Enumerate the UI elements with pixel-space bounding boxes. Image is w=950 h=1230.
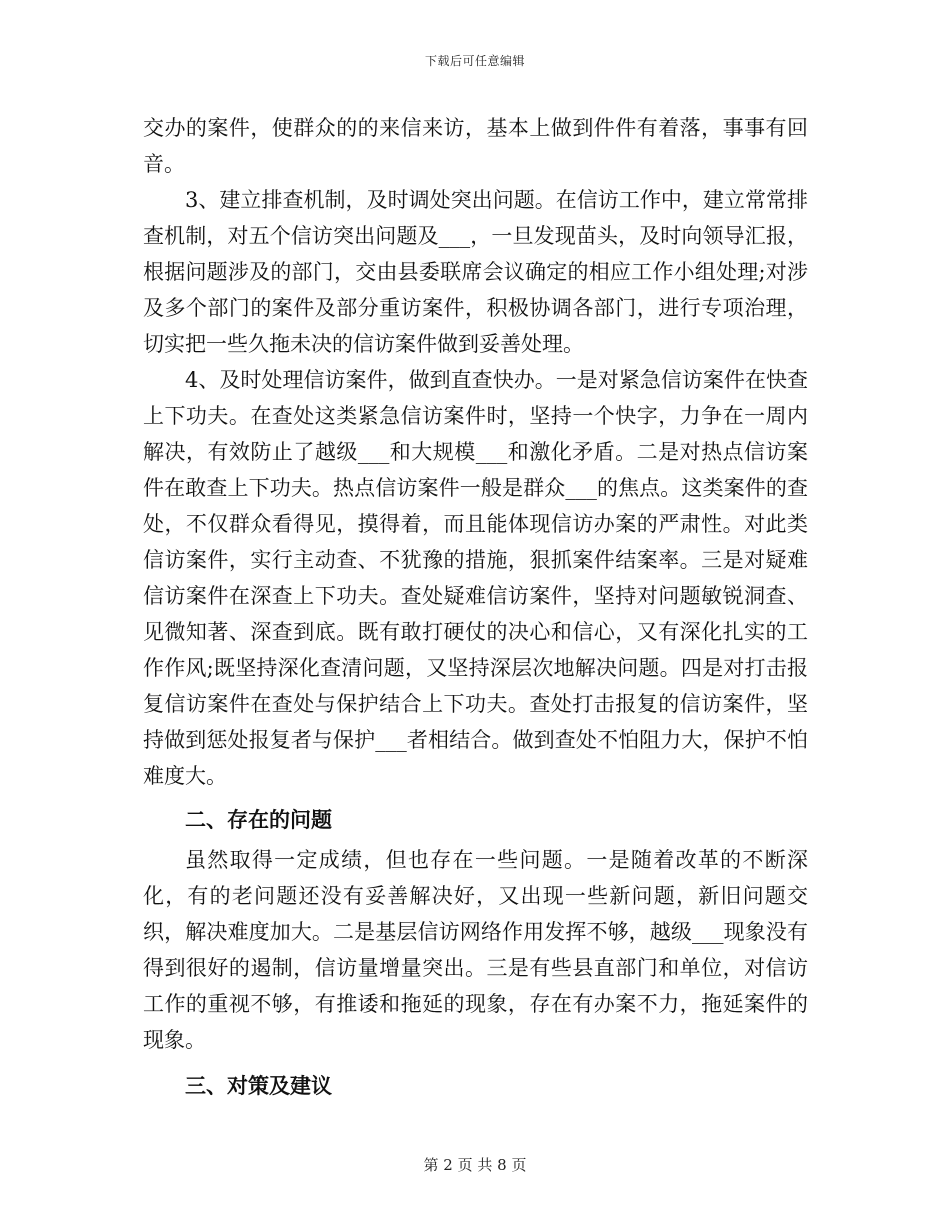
paragraph-continuation: 交办的案件，使群众的的来信来访，基本上做到件件有着落，事事有回音。 — [143, 116, 808, 176]
paragraph-item-3: 3、建立排查机制，及时调处突出问题。在信访工作中，建立常常排查机制，对五个信访突出问题及___，一旦发现苗头，及时向领导汇报，根据问题涉及的部门，交由县委联席会议确定的相应工作小组处理;对涉及多个部门的案件及部分重访案件，积极协调各部门，进行专项治理，切实把一些久拖未决的信访案件做到妥善处理。 — [143, 188, 808, 356]
section-heading-suggestions: 三、对策及建议 — [185, 1073, 332, 1098]
page-header: 下载后可任意编辑 — [424, 54, 525, 68]
paragraph-problems: 虽然取得一定成绩，但也存在一些问题。一是随着改革的不断深化，有的老问题还没有妥善解决好，又出现一些新问题，新旧问题交织，解决难度加大。二是基层信访网络作用发挥不够，越级___现象没有得到很好的遏制，信访量增量突出。三是有些县直部门和单位，对信访工作的重视不够，有推诿和拖延的现象，存在有办案不力，拖延案件的现象。 — [143, 848, 808, 1052]
document-body — [143, 110, 808, 1108]
paragraph-item-4: 4、及时处理信访案件，做到直查快办。一是对紧急信访案件在快查上下功夫。在查处这类紧急信访案件时，坚持一个快字，力争在一周内解决，有效防止了越级___和大规模___和激化矛盾。二是对热点信访案件在敢查上下功夫。热点信访案件一般是群众___的焦点。这类案件的查处，不仅群众看得见，摸得着，而且能体现信访办案的严肃性。对此类信访案件，实行主动查、不犹豫的措施，狠抓案件结案率。三是对疑难信访案件在深查上下功夫。查处疑难信访案件，坚持对问题敏锐洞查、见微知著、深查到底。既有敢打硬仗的决心和信心，又有深化扎实的工作作风;既坚持深化查清问题，又坚持深层次地解决问题。四是对打击报复信访案件在查处与保护结合上下功夫。查处打击报复的信访案件，坚持做到惩处报复者与保护___者相结合。做到查处不怕阻力大，保护不怕难度大。 — [143, 368, 808, 788]
page-number-footer: 第 2 页 共 8 页 — [423, 1156, 527, 1174]
section-heading-problems: 二、存在的问题 — [185, 807, 332, 832]
